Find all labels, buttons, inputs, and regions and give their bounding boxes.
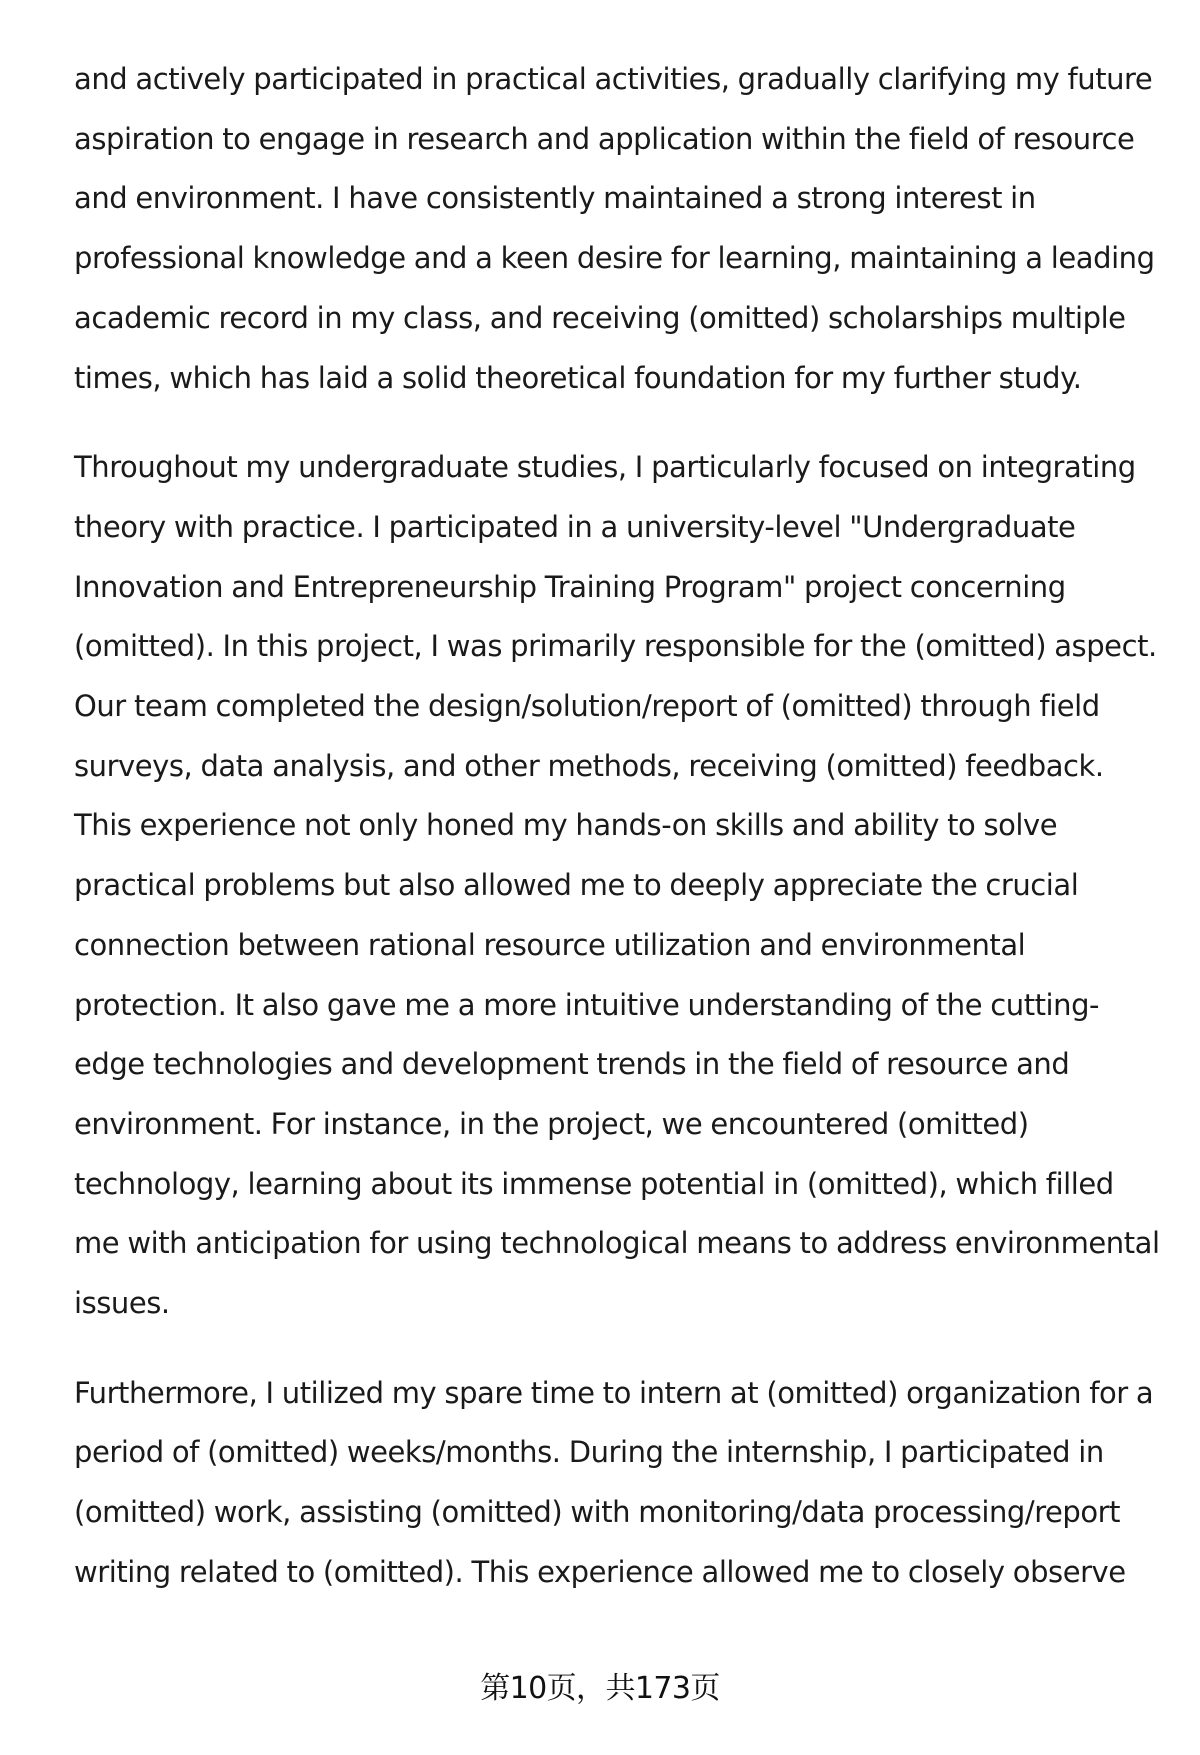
document-body [74,50,1164,1633]
page-number-footer: 第10页，共173页 [480,1671,720,1706]
paragraph-3: Furthermore, I utilized my spare time to intern at (omitted) organization for a period of (omitted) weeks/months. During the internship, I participated in (omitted) work, assisting (omitted) with monitoring/data processing/report writing related to (omitted). This experience allowed me to closely observe [74,1375,1154,1589]
paragraph-2: Throughout my undergraduate studies, I particularly focused on integrating theory with practice. I participated in a university-level "Undergraduate Innovation and Entrepreneurship Training Program" project concerning (omitted). In this project, I was primarily responsible for the (omitted) aspect. Our team completed the design/solution/report of (omitted) through field surveys, data analysis, and other methods, receiving (omitted) feedback. This experience not only honed my hands-on skills and ability to solve practical problems but also allowed me to deeply appreciate the crucial connection between rational resource utilization and environmental protection. It also gave me a more intuitive understanding of the cutting-edge technologies and development trends in the field of resource and environment. For instance, in the project, we encountered (omitted) technology, learning about its immense potential in (omitted), which filled me with anticipation for using technological means to address environmental issues. [74,450,1160,1321]
paragraph-1: and actively participated in practical activities, gradually clarifying my future aspiration to engage in research and application within the field of resource and environment. I have consistently maintained a strong interest in professional knowledge and a keen desire for learning, maintaining a leading academic record in my class, and receiving (omitted) scholarships multiple times, which has laid a solid theoretical foundation for my further study. [74,62,1155,395]
